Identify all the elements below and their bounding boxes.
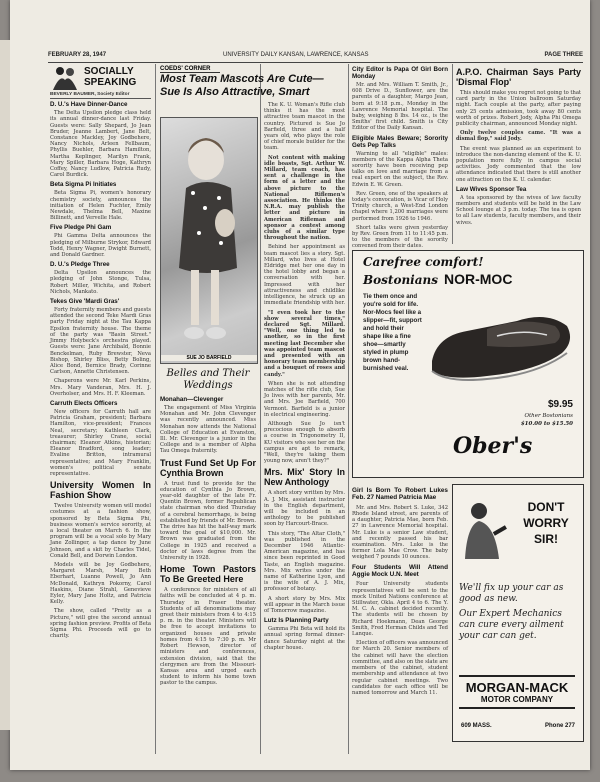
text-mascot-5: When she is not attending matches of the rifle club, Sue Jo lives with her parents, Mr. and Mrs. Joe Barfield, 700 Vermont. Barfield is a junior in electrical engineering. xyxy=(264,380,345,418)
text-du-dinner: The Delta Upsilon pledge class held its annual dinner-dance last Friday. Guests were: Sally Shepard, Jo Jean Bruder, Jeanne Lambert, Jane Belt, Constance Mackley, Joy Godbehere, Nancy Nichols, Arleen Fellbaum, Phyllis Buehler, Barbara Hamilton, Martha Keplinger, Marilyn Frank, Mary Spiller, Barbara Hoge, Kathryn Coffey, Nancy Ludlow, Patricia Rudy, Carol Burdick. xyxy=(50,110,151,179)
headline-law-wives: Law Wives Sponsor Tea xyxy=(456,185,527,193)
belles-weddings-title: Belles and Their Weddings xyxy=(166,368,250,391)
ad-body-fix: We'll fix up your car as good as new. xyxy=(459,583,564,604)
text-mascot-1: The K. U. Woman's Rifle club thinks it has the most attractive team mascot in the country. Pictured is Sue Jo Barfield, three and a half years old, who plays the role of chief morale builder for the team. xyxy=(264,102,345,152)
headline-monahan: Monahan—Clevenger xyxy=(160,396,224,403)
text-apo-3: The event was planned as an experiment to introduce the non-dancing element of the K. U. population more fully in campus social activities. Jody commented that the low attendance indicated that there is still another one attraction on the K. U. calendar. xyxy=(456,145,581,183)
headline-apo: A.P.O. Chairman Says Party 'Dismal Flop' xyxy=(456,67,581,87)
ad-tagline: Carefree comfort! xyxy=(363,255,484,269)
column-mascot-story xyxy=(264,102,345,752)
ad-body-mechanics: Our Expert Mechanics can cure every ailment your car can get. xyxy=(459,609,564,641)
ad-phone: Phone 277 xyxy=(544,723,575,729)
morgan-mack-ad xyxy=(452,484,584,742)
text-tekes: Forty fraternity members and guests attended the second Teke Mardi Gras party Friday night at the Tau Kappa Epsilon fraternity house. The theme of the party was "Basin Street." Jimmy Holybeck's orchestra played. Guests were: Jane Archibald, Bonnie Benckelman, Ruby Brewster, Neva Bishop, Shirley Bliss, Betty Boling, Alice Bond, Bernice Brady, Corinne Carlson, Annette Christensen. xyxy=(50,307,152,376)
coeds-corner-block xyxy=(160,66,345,99)
headline-phi-gam: Five Pledge Phi Gam xyxy=(50,224,112,232)
text-city-editor: Mr. and Mrs. William T. Smith, Jr., 608 Drive D., Sunflower, are the parents of a daughter, Margo Jean, born at 9:18 p.m., Monday in the Lawrence Memorial hospital. The baby, weighing 8 lbs. 14 oz., is the Smiths' first child. Smith is City Editor of the Daily Kansan. xyxy=(352,82,448,132)
couple-illustration-icon xyxy=(50,64,80,90)
text-eligible-3: Short talks were given yesterday by Rev. Green from 11 to 11:45 p.m. to the members of the sorority convened from their dates. xyxy=(352,224,448,250)
text-mock-un-2: Election of officers was announced for March 20. Senior members of the cabinet will have the election committee, and also on the slate are members of the cabinet, student membership and attendance at two regular cabinet meetings. Two candidates for each office will be named tomorrow and March 11. xyxy=(352,640,448,696)
masthead-line1: SOCIALLY xyxy=(84,66,134,77)
text-fashion-show: Twelve University women will model costumes at a fashion show, sponsored by Beta Sigma Phi, business women's service sorority, at a local theater on March 6. In the program will be a vocal solo by Mary Jane Zollinger, a tap dance by June Johnson, and a skit by Charles Tidel, Conald Bell, and Dorwin London. xyxy=(50,503,151,559)
column-births xyxy=(352,484,448,754)
text-trust-fund: A trust fund to provide for the education of Cynthia Jo Brown, year-old daughter of the late Fr. Quentin Brown, former Republican state chairman who died Thursday of a cerebral hemorrhage, is being established by friends of Mr. Brown. The drive has hit the half-way mark toward the goal of $10,000. Mr. Brown was graduated from the College in 1925 and received a doctor of laws degree from the University in 1928. xyxy=(160,480,256,562)
ad-model: NOR-MOC xyxy=(444,271,513,287)
text-law-wives: A tea sponsored by the wives of law faculty members and students will be held in the Law School lounge at 3 p.m. today. The tea is open to all Law students, faculty members, and their wives. xyxy=(456,194,581,226)
loafer-shoe-icon xyxy=(427,291,577,391)
ad-store-logo: Ober's xyxy=(453,433,533,459)
headline-lutz: Lutz Is Planning Party xyxy=(264,617,329,625)
column-society xyxy=(50,64,151,754)
text-mascot-2: Not content with making idle boasts, Sgt. Arthur W. Millard, team coach, has sent a challenge in the form of a letter and the above picture to the National Riflemen's association. He thinks the N.R.A. may publish the letter and picture in American Rifleman and sponsor a contest among clubs of a similar type throughout the nation. xyxy=(264,154,345,242)
page-header xyxy=(48,52,583,63)
society-byline: BEVERLY BAUMER, Society Editor xyxy=(50,92,151,99)
headline-trust-fund: Trust Fund Set Up For Cynthia Brown xyxy=(160,457,256,478)
socially-speaking-masthead xyxy=(50,64,151,90)
headline-fashion-show: University Women In Fashion Show xyxy=(50,480,151,501)
text-mix-3: A short story by Mrs. Mix will appear in the March issue of Tomorrow magazine. xyxy=(264,595,345,615)
headline-eligible-males: Eligible Males Beware; Sorority Gets Pep Talks xyxy=(352,134,448,149)
text-lutz: Gamma Phi Beta will hold its annual spring formal dinner-dance Saturday night at the chapter house. xyxy=(264,626,345,651)
text-carruth: New officers for Carruth hall are Patricia Graham, president; Barbara Hamilton, vice-president; Frances Neal, secretary; Kathleen Clark, treasurer; Shirley Crane, social chairman; Eleanor Atkins, historian; Eleanor Bradford, song leader; Evaline Britton, intramural representative; and Mary Franklin, women's political senate representative. xyxy=(50,408,151,477)
headline-mix-story: Mrs. Mix' Story In New Anthology xyxy=(264,467,345,488)
text-apo-1: This should make you regret not going to that card party in the Union ballroom Saturday night. Each couple at the party, after paying only 25 cents admission, took away 80 cents worth of prizes. Robert Jody, Alpha Phi Omega publicity chairman, announced Monday night. xyxy=(456,90,582,128)
bostonians-ad xyxy=(352,250,584,478)
text-du-pledge: Delta Upsilon announces the pledging of John Stonge, Tulsa, Robert Miller, Wichita, and Robert Nichols, Mankato. xyxy=(50,270,151,295)
headline-tekes: Tekes Give 'Mardi Gras' xyxy=(50,298,120,306)
text-mascot-6: Although Sue Jo isn't precocious enough to absorb a course in Trigonometry II, KU visitors who see her on the campus are apt to remark, "Well, they're taking them young now, aren't they?" xyxy=(264,420,345,465)
photo-caption: SUE JO BARFIELD xyxy=(161,355,257,361)
headline-beta-sigma: Beta Sigma Pi Initiates xyxy=(50,181,117,189)
text-fashion-profits: The show, called "Pretty as a Picture," will give the second annual spring fashion preview. Profits of Beta Sigma Phi. Proceeds will go to charity. xyxy=(50,608,151,640)
text-beta-sigma: Beta Sigma Pi, women's honorary chemistry society, announces the initiation of Helen Fuchter, Emily Newdale, Thelma Bell, Maxine Billinett, and Vervelle Hale. xyxy=(50,190,151,222)
text-mascot-3: Behind her appointment as team mascot lies a story. Sgt. Millard, who lives at Hotel Eldridge met her one day in the hotel lobby and began a conversation with her. Impressed with her attractiveness and childlike intelligence, he struck up an immediate friendship with her. xyxy=(264,244,346,307)
text-eligible-1: Warning to all "eligible" males: members of the Kappa Alpha Theta sorority have been receiving pep talks on love and marriage from a real expert on the subject, the Rev. Edwin E. W. Green. xyxy=(352,150,448,188)
ad-company-sub: MOTOR COMPANY xyxy=(480,695,554,704)
text-monahan: The engagement of Miss Virginia Monahan and Mr. John Clevenger was recently announced. Miss Monahan now attends the National College of Education at Evanston, Ill. Mr. Clevenger is a junior in the College and is a member of Alpha Tau Omega fraternity. xyxy=(160,405,256,455)
adjacent-page-edge xyxy=(0,40,10,730)
newspaper-page xyxy=(10,0,590,770)
column-weddings xyxy=(160,368,256,753)
header-page: PAGE THREE xyxy=(544,52,583,58)
text-mock-un-1: Four University students representatives will be sent to the mock United Nations conference at Stillwater, Okla. April 4 to 6. The Y. M. C. A. cabinet decided recently. The students will be chosen by Richard Hoekmann, Dean George Smith, Fred Herman Childs and Ted Lanque. xyxy=(352,581,448,638)
photo-sue-jo-barfield xyxy=(160,117,258,364)
headline-luke-baby: Girl Is Born To Robert Lukes Feb. 27 Named Patricia Mae xyxy=(352,487,448,502)
headline-mock-un: Four Students Will Attend Aggie Mock U.N. Meet xyxy=(352,563,448,579)
ad-address: 609 MASS. xyxy=(461,723,492,729)
text-eligible-2: Rev. Green, one of the speakers at today's convocation, is Vicar of Holy Trinity church, a West-End London chapel where 1,200 marriages were performed from 1926 to 1946. xyxy=(352,190,448,222)
text-mix-2: This story, "The Altar Cloth," was published in the December 1946 Atlantic-American magazine, and has since been reprinted in Good Taste, an English magazine. Mrs. Mix writes under the name of Katherine Lyon, and is the wife of A. J. Mix, professor of botany. xyxy=(264,530,345,593)
ad-line-dont: DON'T xyxy=(527,500,565,514)
masthead-line2: SPEAKING xyxy=(84,77,137,88)
text-mascot-4: "I even took her to the show several times," declared Sgt. Millard. "Well, one thing led to another, so in the first meeting last December she was appointed team mascot and presented with an honorary team membership and a bouquet of roses and candy." xyxy=(264,309,345,378)
header-paper: UNIVERSITY DAILY KANSAN, LAWRENCE, KANSAS xyxy=(223,52,369,58)
text-apo-2: Only twelve couples came. "It was a dismal flop," said Jody. xyxy=(456,130,581,143)
header-date: FEBRUARY 28, 1947 xyxy=(48,52,107,58)
text-luke-baby: Mr. and Mrs. Robert S. Luke, 342 Rhode Island street, are parents of a daughter, Patricia Mae, born Feb. 27 in Lawrence Memorial hospital. Mr. Luke is a senior Law student, and recently passed his bar examination. Mrs. Luke is the former Lola Mae Crow. The baby weighed 7 pounds 10 ounces. xyxy=(352,504,448,561)
ad-other-price: $10.00 to $15.50 xyxy=(520,421,573,427)
ad-line-sir: SIR! xyxy=(534,532,558,546)
ad-price: $9.95 xyxy=(547,399,573,410)
coeds-corner-kicker: COEDS' CORNER xyxy=(160,66,220,73)
headline-du-pledge: D. U.'s Pledge Three xyxy=(50,261,110,269)
text-fashion-models: Models will be Joy Godbehere, Margaret Marsh, Mary Beth Eberhart, Luanne Powell, Jo Ann McDonald, Kathryn Pokorny, Carol Haskins, Diane Strahl, Genevieve Eyler, Mary Jane Holtz, and Patricia Kelly. xyxy=(50,561,151,606)
text-pastors: A conference for ministers of all faiths will be concluded at 4 p. m. Thursday in Fraser theater. Students of all denominations may greet their ministers from 4 to 4:15 p. m. in the theater. Ministers will be free to accept invitations to organized houses and private homes from 4:15 to 7:30 p. m. Mr Robert Hewson, director of ministers and conferences, extension division, said that the clergymen are from the Missouri-Kansas area and urged each student to inform his home town pastor to the campus. xyxy=(160,587,256,687)
column-apo xyxy=(456,64,581,244)
headline-pastors: Home Town Pastors To Be Greeted Here xyxy=(160,564,256,585)
ad-other-label: Other Bostonians xyxy=(524,413,573,419)
ad-company-name: MORGAN-MACK xyxy=(465,680,569,695)
ad-line-worry: WORRY xyxy=(523,516,569,530)
headline-carruth: Carruth Elects Officers xyxy=(50,399,118,407)
headline-mascot: Most Team Mascots Are Cute— Sue Is Also Attractive, Smart xyxy=(160,73,324,98)
headline-city-editor: City Editor Is Papa Of Girl Born Monday xyxy=(352,66,448,80)
mechanic-illustration-icon xyxy=(459,499,509,559)
text-phi-gam: Phi Gamma Delta announces the pledging of Milburne Strykor, Edward Todd, Henry Wagner, Dwight Burnett, and Donald Gardner. xyxy=(50,233,151,259)
ad-body: Tie them once and you're sold for life. Nor-Mocs feel like a slipper—fit, support and hold their shape like a fine shoe—smartly styled in plump brown hand-burnished veal. xyxy=(363,293,422,372)
text-tekes-chaperons: Chaperons were Mr. Karl Perkins, Mrs. Mary Vanderan, Mrs. H. J. Overholser, and Mrs. H. F. Kleeman. xyxy=(50,378,151,397)
text-mix-1: A short story written by Mrs. A. J. Mix, assistant instructor in the English department, will be included in an anthology to be published soon by Harcourt-Brace. xyxy=(264,490,345,528)
column-city-editor xyxy=(352,64,448,250)
child-figure-icon xyxy=(161,118,257,363)
ad-brand: Bostonians xyxy=(363,273,438,287)
headline-du-dinner: D. U.'s Have Dinner-Dance xyxy=(50,101,128,109)
